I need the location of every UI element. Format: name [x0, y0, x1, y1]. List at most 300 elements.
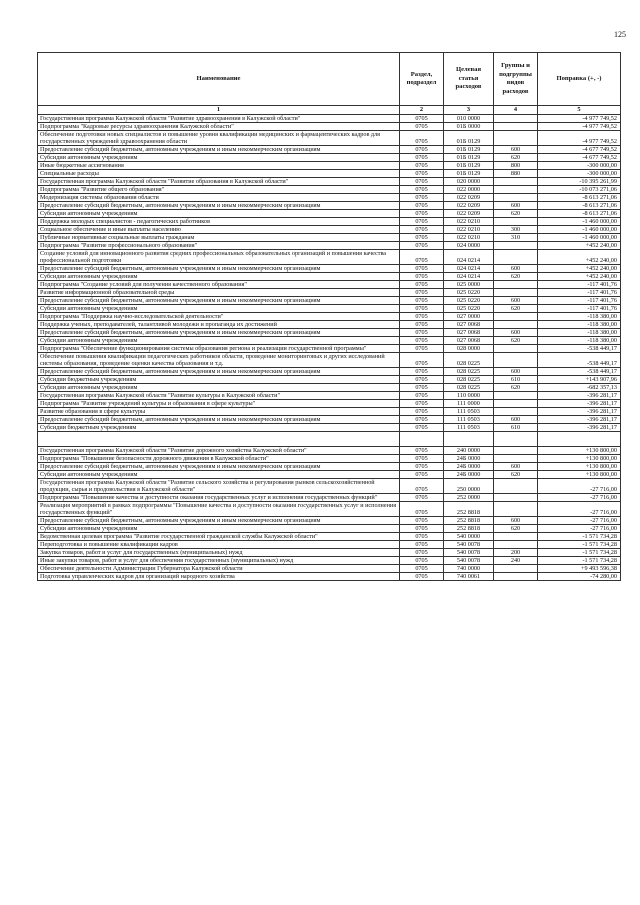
cell-section: 0705 [400, 194, 444, 202]
cell-name: Поддержка ученых, преподавателей, талантливой молодежи и пропаганда их достижений [38, 321, 400, 329]
cell-section: 0705 [400, 202, 444, 210]
cell-group: 620 [494, 305, 538, 313]
cell-name: Обеспечение подготовки новых специалистов и повышение уровня квалификации медицинских и фармацевтических кадров для государственных учреждений здравоохранения области [38, 131, 400, 146]
table-row [38, 265, 621, 273]
cell-amount: -4 677 749,52 [538, 154, 621, 162]
cell-target: 01Б 0129 [444, 146, 494, 154]
table-row [38, 131, 621, 146]
cell-amount: +452 240,00 [538, 250, 621, 265]
cell-section: 0705 [400, 337, 444, 345]
budget-table [37, 52, 621, 581]
cell-amount: -396 281,17 [538, 400, 621, 408]
table-row [38, 455, 621, 463]
cell-target: 24Б 0000 [444, 455, 494, 463]
cell-target: 252 8818 [444, 502, 494, 517]
cell-section: 0705 [400, 162, 444, 170]
cell-section: 0705 [400, 154, 444, 162]
cell-name: Субсидии автономным учреждениям [38, 273, 400, 281]
table-row [38, 250, 621, 265]
cell-name: Предоставление субсидий бюджетным, автономным учреждениям и иным некоммерческим организациям [38, 463, 400, 471]
cell-group: 880 [494, 170, 538, 178]
table-row [38, 557, 621, 565]
cell-target: 028 0225 [444, 368, 494, 376]
table-row [38, 289, 621, 297]
cell-group [494, 281, 538, 289]
cell-section: 0705 [400, 242, 444, 250]
cell-name: Предоставление субсидий бюджетным, автономным учреждениям и иным некоммерческим организациям [38, 202, 400, 210]
cell-name [38, 432, 400, 447]
cell-target: 540 0078 [444, 557, 494, 565]
column-number: 1 [38, 106, 400, 115]
cell-amount: -118 380,00 [538, 313, 621, 321]
cell-section: 0705 [400, 329, 444, 337]
cell-section: 0705 [400, 265, 444, 273]
cell-target: 024 0214 [444, 265, 494, 273]
cell-target: 025 0220 [444, 297, 494, 305]
cell-target: 027 0068 [444, 337, 494, 345]
cell-group [494, 131, 538, 146]
cell-group: 300 [494, 226, 538, 234]
cell-name: Государственная программа Калужской области "Развитие дорожного хозяйства Калужской области" [38, 447, 400, 455]
table-row [38, 329, 621, 337]
cell-amount: -27 716,00 [538, 494, 621, 502]
cell-target: 027 0068 [444, 329, 494, 337]
table-row [38, 337, 621, 345]
cell-amount: +130 800,00 [538, 455, 621, 463]
cell-section: 0705 [400, 250, 444, 265]
cell-amount: -118 380,00 [538, 337, 621, 345]
cell-target: 027 0068 [444, 321, 494, 329]
cell-name: Подпрограмма "Создание условий для получения качественного образования" [38, 281, 400, 289]
cell-section: 0705 [400, 565, 444, 573]
table-row [38, 494, 621, 502]
cell-name: Создание условий для инновационного развития средних профессиональных образовательных организаций и повышения качества профессиональной подготовки [38, 250, 400, 265]
cell-name: Переподготовка и повышение квалификации кадров [38, 541, 400, 549]
cell-target: 020 0000 [444, 178, 494, 186]
cell-section: 0705 [400, 146, 444, 154]
header-amount: Поправка (+, -) [538, 53, 621, 106]
cell-amount: +452 240,00 [538, 273, 621, 281]
cell-target: 022 0210 [444, 218, 494, 226]
cell-group [494, 178, 538, 186]
table-row [38, 565, 621, 573]
cell-name: Подпрограмма "Развитие общего образования" [38, 186, 400, 194]
cell-section: 0705 [400, 408, 444, 416]
cell-target: 024 0214 [444, 250, 494, 265]
cell-group: 600 [494, 297, 538, 305]
table-row [38, 115, 621, 123]
table-row [38, 502, 621, 517]
cell-group [494, 115, 538, 123]
table-row [38, 549, 621, 557]
cell-target: 022 0209 [444, 202, 494, 210]
table-row [38, 432, 621, 447]
cell-name: Подготовка управленческих кадров для организаций народного хозяйства [38, 573, 400, 581]
cell-section: 0705 [400, 392, 444, 400]
header-name: Наименование [38, 53, 400, 106]
table-row [38, 194, 621, 202]
cell-group: 600 [494, 517, 538, 525]
table-row [38, 218, 621, 226]
cell-section: 0705 [400, 494, 444, 502]
cell-amount: -1 571 734,28 [538, 533, 621, 541]
cell-name: Подпрограмма "Повышение качества и доступности оказания государственных услуг и исполнения государственных функций" [38, 494, 400, 502]
cell-amount: -396 281,17 [538, 416, 621, 424]
cell-name: Предоставление субсидий бюджетным, автономным учреждениям и иным некоммерческим организациям [38, 146, 400, 154]
cell-target: 740 0061 [444, 573, 494, 581]
cell-amount: -1 460 000,00 [538, 226, 621, 234]
cell-group: 600 [494, 416, 538, 424]
column-number: 4 [494, 106, 538, 115]
cell-amount: -8 613 271,06 [538, 194, 621, 202]
cell-name: Публичные нормативные социальные выплаты гражданам [38, 234, 400, 242]
cell-group: 620 [494, 525, 538, 533]
cell-name: Предоставление субсидий бюджетным, автономным учреждениям и иным некоммерческим организациям [38, 416, 400, 424]
cell-name: Субсидии автономным учреждениям [38, 154, 400, 162]
cell-section: 0705 [400, 289, 444, 297]
cell-target: 01Б 0129 [444, 170, 494, 178]
cell-section: 0705 [400, 273, 444, 281]
cell-section: 0705 [400, 123, 444, 131]
cell-amount: +452 240,00 [538, 242, 621, 250]
cell-name: Государственная программа Калужской области "Развитие культуры в Калужской области" [38, 392, 400, 400]
cell-name: Субсидии автономным учреждениям [38, 305, 400, 313]
cell-amount: -538 449,17 [538, 353, 621, 368]
cell-group [494, 565, 538, 573]
cell-section: 0705 [400, 424, 444, 432]
table-row [38, 170, 621, 178]
table-row [38, 313, 621, 321]
cell-section: 0705 [400, 463, 444, 471]
cell-section: 0705 [400, 186, 444, 194]
cell-name: Обеспечение повышения квалификации педагогических работников области, проведение мониторинговых и других исследований системы образования, проведение оценки качества образования и т.д. [38, 353, 400, 368]
cell-target: 250 0000 [444, 479, 494, 494]
cell-group: 620 [494, 210, 538, 218]
cell-target: 025 0220 [444, 289, 494, 297]
table-row [38, 154, 621, 162]
cell-amount: -117 401,76 [538, 281, 621, 289]
cell-section: 0705 [400, 368, 444, 376]
cell-group [494, 218, 538, 226]
cell-amount: -118 380,00 [538, 321, 621, 329]
cell-section: 0705 [400, 376, 444, 384]
cell-group: 600 [494, 202, 538, 210]
cell-section: 0705 [400, 281, 444, 289]
cell-target: 022 0210 [444, 226, 494, 234]
table-row [38, 210, 621, 218]
cell-group [494, 345, 538, 353]
cell-section: 0705 [400, 384, 444, 392]
table-row [38, 146, 621, 154]
cell-name: Развитие информационной образовательной среды [38, 289, 400, 297]
cell-name: Государственная программа Калужской области "Развитие сельского хозяйства и регулирования рынков сельскохозяйственной продукции, сырья и продовольствия в Калужской области" [38, 479, 400, 494]
cell-target: 025 0000 [444, 281, 494, 289]
cell-name: Подпрограмма "Развитие учреждений культуры и образования в сфере культуры" [38, 400, 400, 408]
table-row [38, 525, 621, 533]
cell-amount: -396 281,17 [538, 424, 621, 432]
table-row [38, 178, 621, 186]
cell-amount: -682 357,13 [538, 384, 621, 392]
cell-amount: +143 907,96 [538, 376, 621, 384]
table-row [38, 424, 621, 432]
cell-amount: -74 280,00 [538, 573, 621, 581]
cell-target: 24Б 0000 [444, 471, 494, 479]
cell-group [494, 321, 538, 329]
header-target: Целевая статья расходов [444, 53, 494, 106]
cell-section: 0705 [400, 170, 444, 178]
table-row [38, 479, 621, 494]
cell-amount: -117 401,76 [538, 297, 621, 305]
cell-target: 24Б 0000 [444, 463, 494, 471]
cell-group [494, 242, 538, 250]
cell-section: 0705 [400, 210, 444, 218]
cell-amount: -300 000,00 [538, 162, 621, 170]
cell-group [494, 432, 538, 447]
cell-name: Закупка товаров, работ и услуг для государственных (муниципальных) нужд [38, 549, 400, 557]
cell-target: 540 0000 [444, 533, 494, 541]
cell-target: 028 0225 [444, 353, 494, 368]
cell-target: 022 0209 [444, 194, 494, 202]
cell-target: 022 0210 [444, 234, 494, 242]
cell-section: 0705 [400, 479, 444, 494]
cell-group [494, 408, 538, 416]
table-row [38, 202, 621, 210]
cell-target: 010 0000 [444, 115, 494, 123]
cell-group: 610 [494, 376, 538, 384]
cell-amount: -396 281,17 [538, 408, 621, 416]
cell-amount: -10 073 271,06 [538, 186, 621, 194]
cell-group: 600 [494, 463, 538, 471]
cell-group [494, 353, 538, 368]
cell-amount [538, 432, 621, 447]
cell-target: 111 0503 [444, 416, 494, 424]
cell-section [400, 432, 444, 447]
table-row [38, 384, 621, 392]
cell-amount: -117 401,76 [538, 305, 621, 313]
cell-group: 240 [494, 557, 538, 565]
cell-group [494, 502, 538, 517]
cell-group: 800 [494, 162, 538, 170]
cell-name: Предоставление субсидий бюджетным, автономным учреждениям и иным некоммерческим организациям [38, 329, 400, 337]
cell-target: 025 0220 [444, 305, 494, 313]
cell-group: 610 [494, 424, 538, 432]
cell-amount: -1 571 734,28 [538, 557, 621, 565]
table-row [38, 234, 621, 242]
cell-target: 252 0000 [444, 494, 494, 502]
cell-target: 252 8818 [444, 517, 494, 525]
cell-amount: +452 240,00 [538, 265, 621, 273]
cell-amount: -4 977 749,52 [538, 123, 621, 131]
cell-target: 01Б 0000 [444, 123, 494, 131]
cell-amount: -396 281,17 [538, 392, 621, 400]
cell-amount: -300 000,00 [538, 170, 621, 178]
table-row [38, 392, 621, 400]
cell-target: 240 0000 [444, 447, 494, 455]
cell-group [494, 479, 538, 494]
cell-name: Иные закупки товаров, работ и услуг для обеспечения государственных (муниципальных) нужд [38, 557, 400, 565]
cell-section: 0705 [400, 178, 444, 186]
cell-group: 600 [494, 146, 538, 154]
cell-name: Обеспечение деятельности Администрации Губернатора Калужской области [38, 565, 400, 573]
cell-group [494, 573, 538, 581]
cell-name: Субсидии автономным учреждениям [38, 471, 400, 479]
cell-section: 0705 [400, 218, 444, 226]
cell-target: 027 0000 [444, 313, 494, 321]
cell-target: 028 0225 [444, 384, 494, 392]
cell-target: 028 0225 [444, 376, 494, 384]
cell-group: 600 [494, 368, 538, 376]
table-row [38, 186, 621, 194]
table-row [38, 345, 621, 353]
cell-group: 620 [494, 273, 538, 281]
table-row [38, 162, 621, 170]
cell-amount: -4 677 749,52 [538, 146, 621, 154]
cell-section: 0705 [400, 525, 444, 533]
cell-name: Предоставление субсидий бюджетным, автономным учреждениям и иным некоммерческим организациям [38, 265, 400, 273]
cell-target [444, 432, 494, 447]
cell-name: Развитие образования в сфере культуры [38, 408, 400, 416]
cell-group [494, 494, 538, 502]
cell-amount: -27 716,00 [538, 479, 621, 494]
cell-amount: -27 716,00 [538, 525, 621, 533]
cell-amount: +130 800,00 [538, 463, 621, 471]
column-number: 2 [400, 106, 444, 115]
cell-amount: -1 571 734,28 [538, 549, 621, 557]
cell-section: 0705 [400, 321, 444, 329]
cell-section: 0705 [400, 226, 444, 234]
cell-target: 111 0503 [444, 424, 494, 432]
cell-section: 0705 [400, 353, 444, 368]
cell-amount: -1 460 000,00 [538, 234, 621, 242]
cell-group: 620 [494, 471, 538, 479]
table-row [38, 353, 621, 368]
cell-group [494, 455, 538, 463]
cell-amount: -1 460 000,00 [538, 218, 621, 226]
cell-group: 600 [494, 329, 538, 337]
cell-target: 022 0209 [444, 210, 494, 218]
cell-amount: -1 571 734,28 [538, 541, 621, 549]
cell-target: 111 0000 [444, 400, 494, 408]
cell-group [494, 250, 538, 265]
cell-group [494, 186, 538, 194]
cell-target: 028 0000 [444, 345, 494, 353]
cell-target: 540 0078 [444, 541, 494, 549]
cell-group [494, 541, 538, 549]
cell-group: 620 [494, 337, 538, 345]
column-number: 5 [538, 106, 621, 115]
cell-section: 0705 [400, 313, 444, 321]
cell-name: Подпрограмма "Обеспечение функционирования системы образования региона и реализации государственной программы" [38, 345, 400, 353]
cell-section: 0705 [400, 400, 444, 408]
cell-name: Субсидии бюджетным учреждениям [38, 376, 400, 384]
cell-amount: +130 800,00 [538, 447, 621, 455]
cell-section: 0705 [400, 455, 444, 463]
cell-group [494, 289, 538, 297]
cell-name: Специальные расходы [38, 170, 400, 178]
cell-name: Подпрограмма "Повышение безопасности дорожного движения в Калужской области" [38, 455, 400, 463]
cell-section: 0705 [400, 557, 444, 565]
cell-section: 0705 [400, 517, 444, 525]
cell-target: 01Б 0129 [444, 131, 494, 146]
table-row [38, 305, 621, 313]
table-row [38, 517, 621, 525]
cell-target: 111 0503 [444, 408, 494, 416]
cell-amount: -10 395 261,99 [538, 178, 621, 186]
table-row [38, 273, 621, 281]
header-group: Группы и подгруппы видов расходов [494, 53, 538, 106]
cell-name: Государственная программа Калужской области "Развитие здравоохранения в Калужской области" [38, 115, 400, 123]
table-header [38, 53, 621, 106]
cell-name: Субсидии автономным учреждениям [38, 525, 400, 533]
cell-name: Предоставление субсидий бюджетным, автономным учреждениям и иным некоммерческим организациям [38, 368, 400, 376]
cell-group: 200 [494, 549, 538, 557]
cell-section: 0705 [400, 549, 444, 557]
cell-amount: -8 613 271,06 [538, 202, 621, 210]
table-row [38, 408, 621, 416]
cell-section: 0705 [400, 234, 444, 242]
table-row [38, 368, 621, 376]
table-row [38, 533, 621, 541]
cell-amount: -4 977 749,52 [538, 131, 621, 146]
cell-group [494, 123, 538, 131]
cell-section: 0705 [400, 573, 444, 581]
cell-section: 0705 [400, 502, 444, 517]
table-row [38, 573, 621, 581]
cell-amount: -538 449,17 [538, 368, 621, 376]
cell-target: 022 0000 [444, 186, 494, 194]
page-number: 125 [614, 30, 626, 39]
cell-target: 024 0214 [444, 273, 494, 281]
cell-name: Поддержка молодых специалистов - педагогических работников [38, 218, 400, 226]
cell-name: Ведомственная целевая программа "Развитие государственной гражданской службы Калужской области" [38, 533, 400, 541]
cell-target: 110 0000 [444, 392, 494, 400]
cell-section: 0705 [400, 115, 444, 123]
table-row [38, 123, 621, 131]
cell-name: Подпрограмма "Развитие профессионального образования" [38, 242, 400, 250]
cell-name: Иные бюджетные ассигнования [38, 162, 400, 170]
cell-group [494, 447, 538, 455]
cell-section: 0705 [400, 541, 444, 549]
column-number: 3 [444, 106, 494, 115]
cell-section: 0705 [400, 345, 444, 353]
cell-name: Социальное обеспечение и иные выплаты населению [38, 226, 400, 234]
cell-group: 620 [494, 154, 538, 162]
cell-section: 0705 [400, 305, 444, 313]
cell-amount: -8 613 271,06 [538, 210, 621, 218]
table-row [38, 297, 621, 305]
cell-target: 740 0000 [444, 565, 494, 573]
cell-group [494, 392, 538, 400]
cell-amount: +9 493 596,38 [538, 565, 621, 573]
table-row [38, 416, 621, 424]
table-row [38, 447, 621, 455]
cell-target: 024 0000 [444, 242, 494, 250]
cell-name: Модернизация системы образования области [38, 194, 400, 202]
cell-target: 252 8818 [444, 525, 494, 533]
cell-name: Подпрограмма "Кадровые ресурсы здравоохранения Калужской области" [38, 123, 400, 131]
cell-section: 0705 [400, 471, 444, 479]
cell-group: 310 [494, 234, 538, 242]
table-row [38, 471, 621, 479]
cell-amount: -27 716,00 [538, 502, 621, 517]
cell-name: Субсидии автономным учреждениям [38, 337, 400, 345]
table-row [38, 541, 621, 549]
cell-group: 600 [494, 265, 538, 273]
table-row [38, 242, 621, 250]
cell-name: Предоставление субсидий бюджетным, автономным учреждениям и иным некоммерческим организациям [38, 297, 400, 305]
cell-amount: -538 449,17 [538, 345, 621, 353]
cell-target: 01Б 0129 [444, 154, 494, 162]
